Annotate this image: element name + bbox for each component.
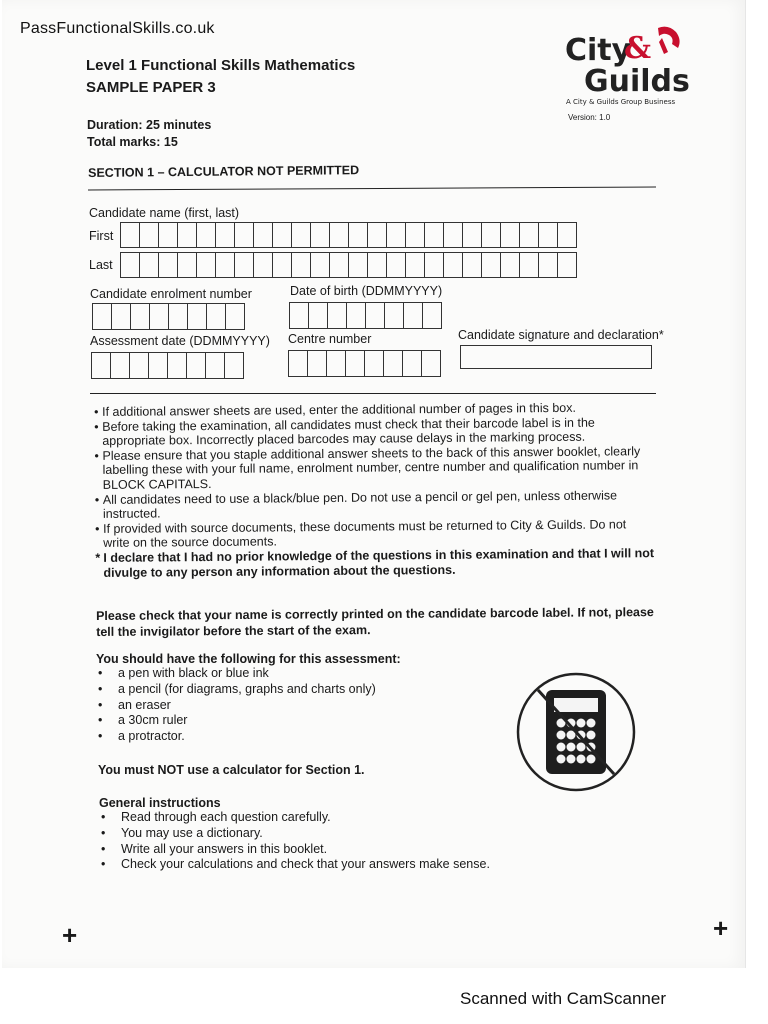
paper-title <box>86 55 355 99</box>
title-line-2: SAMPLE PAPER 3 <box>86 79 216 96</box>
logo-tagline: A City & Guilds Group Business <box>566 98 676 106</box>
general-item: • Read through each question carefully. <box>99 810 559 826</box>
general-item: • You may use a dictionary. <box>99 826 559 842</box>
logo-word-city: City <box>565 33 632 68</box>
general-item: • Write all your answers in this booklet. <box>99 842 559 858</box>
first-name-label: First <box>89 229 114 243</box>
enrolment-label: Candidate enrolment number <box>90 287 252 301</box>
general-list <box>99 810 559 873</box>
equipment-section <box>96 652 516 745</box>
no-calculator-icon <box>514 670 638 794</box>
equipment-heading: You should have the following for this assessment: <box>96 652 401 666</box>
last-name-label: Last <box>89 258 113 272</box>
registration-mark-left: + <box>62 920 78 950</box>
check-name-notice: Please check that your name is correctly printed on the candidate barcode label. If not, please tell the invigilator before the start of the exam. <box>96 605 654 639</box>
logo-word-guilds: Guilds <box>584 64 690 99</box>
lion-emblem-icon <box>658 27 680 54</box>
general-heading: General instructions <box>99 796 221 810</box>
assessment-date-label: Assessment date (DDMMYYYY) <box>90 334 270 348</box>
equipment-item: • a 30cm ruler <box>96 713 516 729</box>
general-item: • Check your calculations and check that your answers make sense. <box>99 857 559 873</box>
instruction-item: • Before taking the examination, all candidates must check that their barcode label is in the appropriate box. Incorrectly placed barcodes may cause delays in the marking process. <box>94 415 595 449</box>
enrolment-number-boxes[interactable] <box>92 303 245 330</box>
first-name-boxes[interactable] <box>120 222 577 248</box>
equipment-item: • an eraser <box>96 698 516 714</box>
instruction-item: • Please ensure that you staple additional answer sheets to the back of this answer booklet, clearly labelling these with your full name, enrolment number, centre number and qualification number in BLOCK CAPITALS. <box>94 444 641 492</box>
dob-boxes[interactable] <box>289 302 442 329</box>
section-heading: SECTION 1 – CALCULATOR NOT PERMITTED <box>88 163 360 180</box>
instruction-item: • If additional answer sheets are used, enter the additional number of pages in this box. <box>94 400 577 419</box>
calculator-notice: You must NOT use a calculator for Section 1. <box>98 763 365 777</box>
instructions-list <box>94 400 656 580</box>
equipment-item: • a pen with black or blue ink <box>96 666 516 682</box>
section-rule <box>88 187 656 191</box>
site-watermark: PassFunctionalSkills.co.uk <box>20 20 215 37</box>
exam-paper-page <box>2 0 746 968</box>
paper-meta <box>87 117 211 151</box>
signature-box[interactable] <box>460 345 652 369</box>
version-text: Version: 1.0 <box>568 113 611 122</box>
total-marks-text: Total marks: 15 <box>87 135 178 149</box>
centre-number-boxes[interactable] <box>288 350 441 377</box>
duration-text: Duration: 25 minutes <box>87 118 212 132</box>
first-name-char-boxes[interactable] <box>120 222 577 248</box>
registration-mark-right: + <box>713 913 729 943</box>
signature-label: Candidate signature and declaration* <box>458 328 664 342</box>
instruction-item: • All candidates need to use a black/blue pen. Do not use a pencil or gel pen, unless otherwise instructed. <box>94 488 618 522</box>
last-name-boxes[interactable] <box>120 252 577 278</box>
instruction-item: • If provided with source documents, these documents must be returned to City & Guilds. Do not write on the source documents. <box>95 517 627 551</box>
equipment-list <box>96 666 516 745</box>
declaration-item: * I declare that I had no prior knowledge of the questions in this examination and that I will not divulge to any person any information about the questions. <box>95 546 655 580</box>
general-instructions <box>99 796 559 873</box>
dob-label: Date of birth (DDMMYYYY) <box>290 284 443 298</box>
title-line-1: Level 1 Functional Skills Mathematics <box>86 57 356 74</box>
camscanner-watermark: Scanned with CamScanner <box>460 989 667 1008</box>
logo-ampersand: & <box>624 31 652 66</box>
equipment-item: • a protractor. <box>96 729 516 745</box>
form-bottom-rule <box>90 393 656 394</box>
candidate-name-label: Candidate name (first, last) <box>89 206 240 220</box>
city-and-guilds-logo <box>562 24 692 124</box>
last-name-char-boxes[interactable] <box>120 252 577 278</box>
logo-mark <box>562 24 692 124</box>
equipment-item: • a pencil (for diagrams, graphs and charts only) <box>96 682 516 698</box>
assessment-date-boxes[interactable] <box>91 352 244 379</box>
centre-number-label: Centre number <box>288 332 372 346</box>
